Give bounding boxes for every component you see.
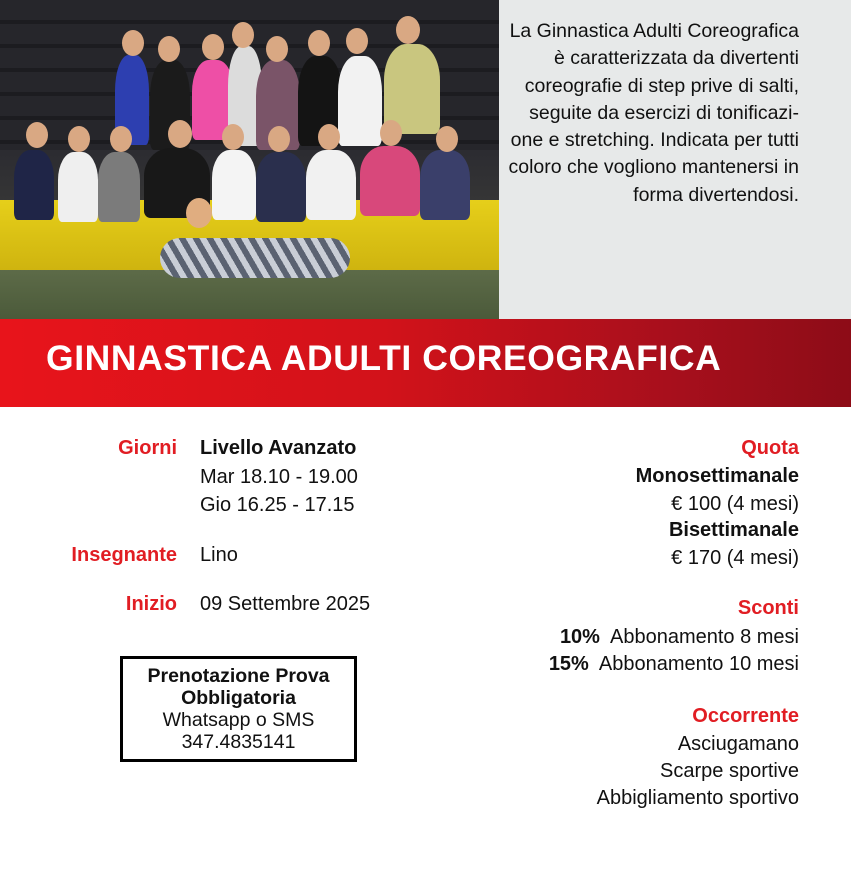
person-figure xyxy=(58,152,98,222)
occorrente-item: Abbigliamento sportivo xyxy=(596,787,799,809)
person-head xyxy=(122,30,144,56)
insegnante-label: Insegnante xyxy=(71,544,177,566)
discount-row-2 xyxy=(549,653,799,676)
description-panel xyxy=(499,0,851,319)
person-figure xyxy=(360,146,420,216)
person-figure xyxy=(338,56,382,146)
booking-title-line2: Obbligatoria xyxy=(181,687,296,709)
person-head xyxy=(68,126,90,152)
person-figure xyxy=(98,152,140,222)
person-head xyxy=(318,124,340,150)
insegnante-value: Lino xyxy=(200,544,238,566)
person-head xyxy=(380,120,402,146)
bi-price: € 170 (4 mesi) xyxy=(671,547,799,569)
bi-label: Bisettimanale xyxy=(668,519,799,541)
person-figure xyxy=(306,150,356,220)
discount-1-percent: 10% xyxy=(559,626,600,648)
person-figure xyxy=(212,150,256,220)
mono-label: Monosettimanale xyxy=(635,465,799,487)
day-2-value: Gio 16.25 - 17.15 xyxy=(200,494,355,516)
booking-phone: 347.4835141 xyxy=(181,731,296,753)
discount-1-text: Abbonamento 8 mesi xyxy=(609,626,799,648)
discount-2-text: Abbonamento 10 mesi xyxy=(598,653,799,675)
group-photo xyxy=(0,0,499,319)
person-head xyxy=(266,36,288,62)
giorni-label: Giorni xyxy=(118,437,177,459)
day-1-value: Mar 18.10 - 19.00 xyxy=(200,466,358,488)
person-head xyxy=(308,30,330,56)
person-head xyxy=(346,28,368,54)
person-figure xyxy=(14,150,54,220)
page-title: GINNASTICA ADULTI COREOGRAFICA xyxy=(46,338,722,378)
person-head xyxy=(232,22,254,48)
discount-row-1 xyxy=(560,626,799,649)
booking-contact: Whatsapp o SMS xyxy=(162,709,315,731)
sconti-label: Sconti xyxy=(737,597,799,619)
person-head xyxy=(186,198,212,228)
person-figure xyxy=(420,150,470,220)
occorrente-label: Occorrente xyxy=(692,705,799,727)
inizio-label: Inizio xyxy=(125,593,177,615)
booking-box xyxy=(120,656,357,762)
person-figure xyxy=(160,238,350,278)
person-head xyxy=(158,36,180,62)
mono-price: € 100 (4 mesi) xyxy=(671,493,799,515)
quota-label: Quota xyxy=(741,437,799,459)
person-head xyxy=(268,126,290,152)
occorrente-item: Asciugamano xyxy=(677,733,799,755)
person-head xyxy=(26,122,48,148)
discount-2-percent: 15% xyxy=(548,653,589,675)
title-banner xyxy=(0,319,851,407)
person-head xyxy=(396,16,420,44)
person-figure xyxy=(256,152,306,222)
person-head xyxy=(222,124,244,150)
person-head xyxy=(202,34,224,60)
description-text: La Ginnastica Adulti Coreografica è caratterizzata da divertenti coreografie di step prive di salti, seguite da esercizi di tonificazi-one e stretching. Indicata per tutti coloro che vogliono mantenersi in forma divertendosi. xyxy=(508,20,799,206)
booking-title-line1: Prenotazione Prova xyxy=(147,665,330,687)
inizio-value: 09 Settembre 2025 xyxy=(200,593,371,615)
occorrente-item: Scarpe sportive xyxy=(660,760,799,782)
person-head xyxy=(110,126,132,152)
person-head xyxy=(168,120,192,148)
person-head xyxy=(436,126,458,152)
level-value: Livello Avanzato xyxy=(200,437,357,459)
